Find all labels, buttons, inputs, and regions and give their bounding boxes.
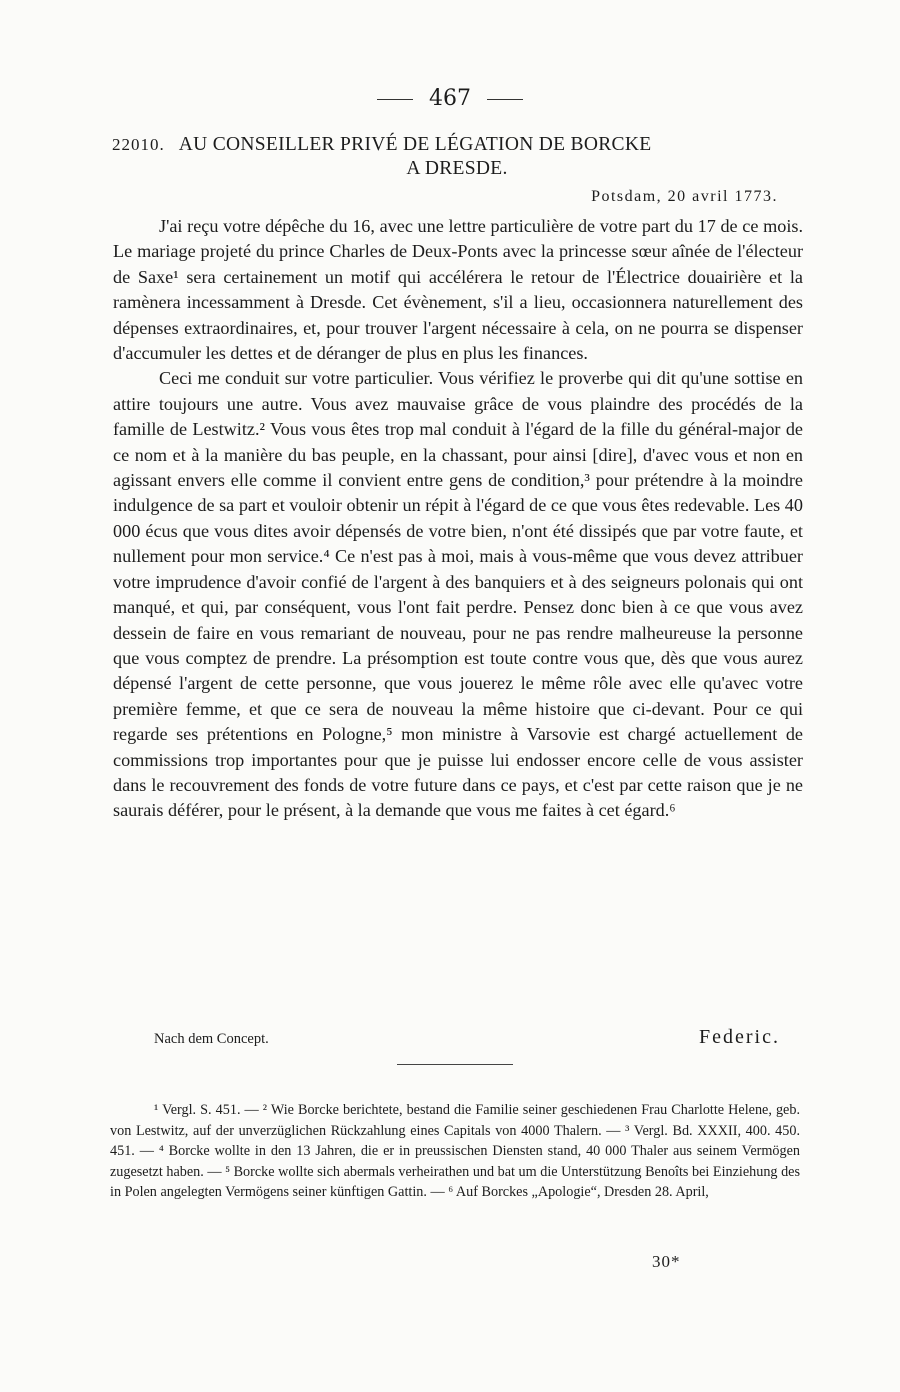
letter-body [113,214,803,824]
letter-title [112,133,802,181]
footnotes-text: ¹ Vergl. S. 451. — ² Wie Borcke berichtete, bestand die Familie seiner geschiedenen Frau Charlotte Helene, geb. von Lestwitz, auf der unverzüglichen Rückzahlung eines Capitals von 4000 Thalern. — ³ Vergl. Bd. XXXII, 400. 450. 451. — ⁴ Borcke wollte in den 13 Jahren, die er in preussischen Diensten stand, 40 000 Thaler aus seinem Vermögen zugesetzt haben. — ⁵ Borcke wollte sich abermals verheirathen und bat um die Unterstützung Benoîts bei Einziehung des in Polen angelegten Vermögens seiner künftigen Gattin. — ⁶ Auf Borckes „Apologie“, Dresden 28. April, [110,1102,800,1200]
source-note: Nach dem Concept. [154,1031,269,1047]
letter-paragraph-2: Ceci me conduit sur votre particulier. Vous vérifiez le proverbe qui dit qu'une sottise en attire toujours une autre. Vous avez mauvaise grâce de vous plaindre des procédés de la famille de Lestwitz.² Vous vous êtes trop mal conduit à l'égard de la fille du général-major de ce nom et à la manière du bas peuple, en la chassant, pour ainsi [dire], d'avec vous et non en agissant envers elle comme il convient entre gens de condition,³ pour prétendre à la moindre indulgence de sa part et vouloir obtenir un répit à l'égard de ce que vous êtes redevable. Les 40 000 écus que vous dites avoir dépensés de votre bien, n'ont été dissipés que par votre faute, et nullement pour mon service.⁴ Ce n'est pas à moi, mais à vous-même que vous devez attribuer votre imprudence d'avoir confié de l'argent à des banquiers et à des seigneurs polonais qui ont manqué, et qui, par conséquent, vous l'ont fait perdre. Pensez donc bien à ce que vous avez dessein de faire en vous remariant de nouveau, pour ne pas rendre malheureuse la personne que vous comptez de prendre. La présomption est toute contre vous que, dès que vous aurez dépensé l'argent de cette personne, que vous jouerez le même rôle avec elle qu'avec votre première femme, et que ce sera de nouveau la même histoire que ci-devant. Pour ce qui regarde ses prétentions en Pologne,⁵ mon ministre à Varsovie est chargé actuellement de commissions trop importantes pour que je puisse lui endosser encore celle de vous assister dans le recouvrement des fonds de votre future dans ce pays, et c'est par cette raison que je ne saurais déférer, pour le présent, à la demande que vous me faites à cet égard.⁶ [113,368,803,821]
letter-title-line2: A DRESDE. [406,158,508,179]
letter-number: 22010. [112,135,165,154]
letter-closing [154,1026,780,1048]
letter-title-line1: AU CONSEILLER PRIVÉ DE LÉGATION DE BORCKE [178,134,652,155]
letter-paragraph-1: J'ai reçu votre dépêche du 16, avec une lettre particulière de votre part du 17 de ce mois. Le mariage projeté du prince Charles de Deux-Ponts avec la princesse sœur aînée de l'électeur de Saxe¹ sera certainement un motif qui accélérera le retour de l'Électrice douairière et la ramènera incessamment à Dresde. Cet évènement, s'il a lieu, occasionnera naturellement des dépenses extraordinaires, et, pour trouver l'argent nécessaire à cela, on ne pourra se dispenser d'accumuler les dettes et de déranger de plus en plus les finances. [113,216,803,364]
letter-signature: Federic. [699,1026,780,1048]
letter-dateline: Potsdam, 20 avril 1773. [591,188,778,205]
footnotes [110,1100,800,1203]
page-header [0,86,900,111]
sheet-signature: 30* [652,1252,681,1271]
header-dash-left [377,99,413,100]
footnote-divider [397,1064,513,1065]
page-number: 467 [429,86,471,111]
header-dash-right [487,99,523,100]
